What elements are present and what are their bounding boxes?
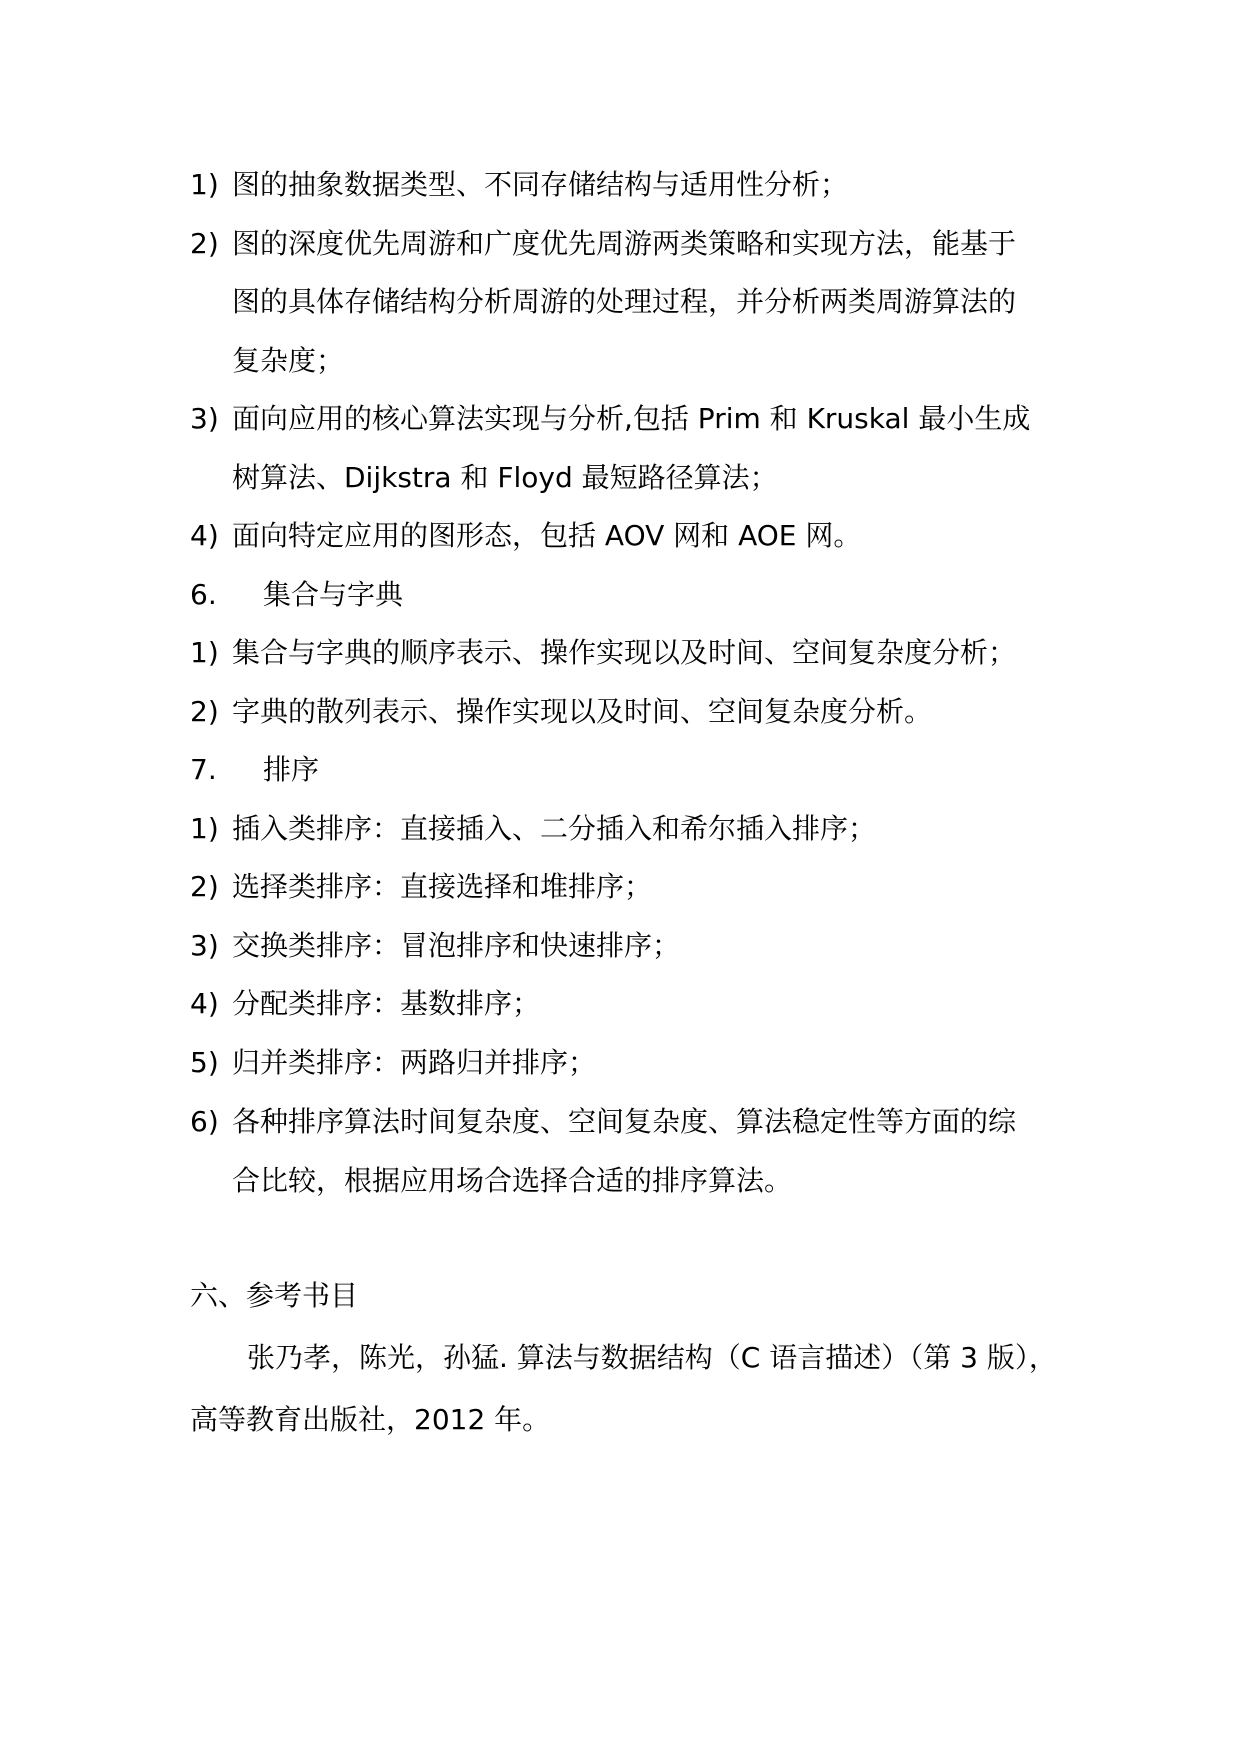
list-item bbox=[190, 399, 1030, 439]
item-text: 各种排序算法时间复杂度、空间复杂度、算法稳定性等方面的综 bbox=[232, 1105, 1017, 1138]
list-item bbox=[190, 809, 876, 849]
item-text: 归并类排序：两路归并排序； bbox=[232, 1046, 597, 1079]
list-item-continuation: 图的具体存储结构分析周游的处理过程，并分析两类周游算法的 bbox=[232, 285, 1017, 318]
list-item bbox=[190, 867, 652, 907]
item-number: 1) bbox=[190, 168, 219, 201]
item-number: 4) bbox=[190, 987, 219, 1020]
item-text: 插入类排序：直接插入、二分插入和希尔插入排序； bbox=[232, 812, 877, 845]
reference-entry-line1: 张乃孝，陈光，孙猛. 算法与数据结构（C 语言描述）（第 3 版）， bbox=[247, 1341, 1057, 1374]
list-item bbox=[190, 926, 680, 966]
list-item bbox=[190, 516, 861, 556]
list-item-continuation: 复杂度； bbox=[232, 344, 345, 377]
item-number: 1) bbox=[190, 812, 219, 845]
item-text: 图的抽象数据类型、不同存储结构与适用性分析； bbox=[232, 168, 849, 201]
list-item bbox=[190, 224, 1016, 264]
item-number: 2) bbox=[190, 227, 219, 260]
list-item bbox=[190, 1102, 1016, 1142]
list-item-continuation: 合比较，根据应用场合选择合适的排序算法。 bbox=[232, 1164, 793, 1197]
list-item bbox=[190, 633, 1016, 673]
section-number: 6. bbox=[190, 578, 217, 611]
item-number: 2) bbox=[190, 870, 219, 903]
item-number: 2) bbox=[190, 695, 219, 728]
list-item-continuation: 树算法、Dijkstra 和 Floyd 最短路径算法； bbox=[232, 461, 778, 494]
item-number: 1) bbox=[190, 636, 219, 669]
list-item bbox=[190, 984, 540, 1024]
section-title: 排序 bbox=[263, 753, 320, 786]
item-number: 3) bbox=[190, 929, 219, 962]
section-title: 集合与字典 bbox=[263, 578, 404, 611]
item-text: 图的深度优先周游和广度优先周游两类策略和实现方法，能基于 bbox=[232, 227, 1017, 260]
item-text: 选择类排序：直接选择和堆排序； bbox=[232, 870, 653, 903]
references-heading: 六、参考书目 bbox=[190, 1279, 359, 1312]
section-heading-7 bbox=[190, 750, 319, 790]
reference-entry-line2: 高等教育出版社，2012 年。 bbox=[190, 1403, 551, 1436]
item-text: 面向特定应用的图形态，包括 AOV 网和 AOE 网。 bbox=[232, 519, 862, 552]
item-number: 4) bbox=[190, 519, 219, 552]
item-text: 面向应用的核心算法实现与分析,包括 Prim 和 Kruskal 最小生成 bbox=[232, 402, 1031, 435]
list-item bbox=[190, 692, 932, 732]
item-text: 交换类排序：冒泡排序和快速排序； bbox=[232, 929, 681, 962]
item-text: 分配类排序：基数排序； bbox=[232, 987, 541, 1020]
list-item bbox=[190, 1043, 596, 1083]
item-number: 3) bbox=[190, 402, 219, 435]
item-text: 字典的散列表示、操作实现以及时间、空间复杂度分析。 bbox=[232, 695, 933, 728]
item-text: 集合与字典的顺序表示、操作实现以及时间、空间复杂度分析； bbox=[232, 636, 1017, 669]
section-number: 7. bbox=[190, 753, 217, 786]
list-item bbox=[190, 165, 848, 205]
section-heading-6 bbox=[190, 575, 403, 615]
item-number: 6) bbox=[190, 1105, 219, 1138]
item-number: 5) bbox=[190, 1046, 219, 1079]
